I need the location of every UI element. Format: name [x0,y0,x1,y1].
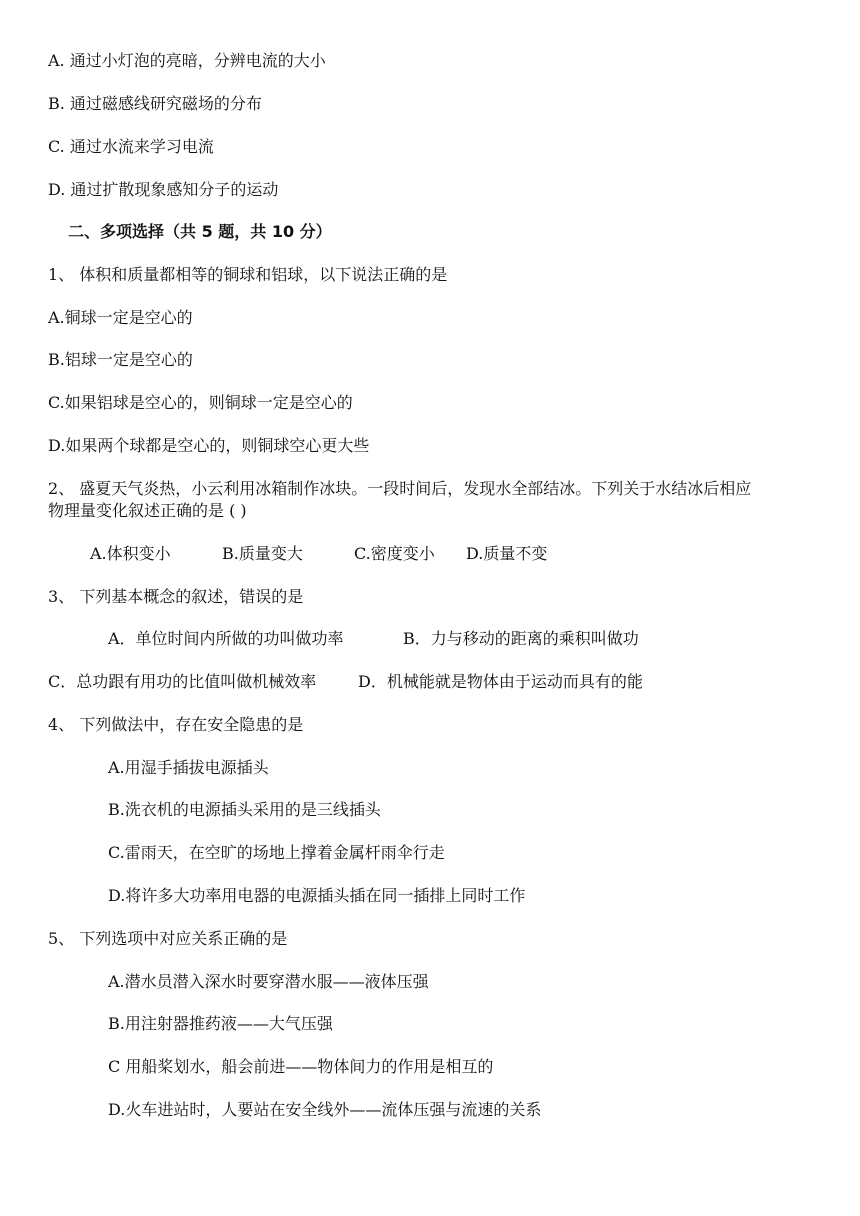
q5-option-c: C 用船桨划水，船会前进——物体间力的作用是相互的 [108,1057,494,1076]
prev-option-c: C. 通过水流来学习电流 [48,137,214,156]
section-heading: 二、多项选择（共 5 题，共 10 分） [68,222,332,241]
q2-stem-line2: 物理量变化叙述正确的是 ( ) [48,501,247,520]
q5-option-b: B.用注射器推药液——大气压强 [108,1014,333,1033]
q1-stem: 1、 体积和质量都相等的铜球和铝球，以下说法正确的是 [48,265,448,284]
q5-option-a: A.潜水员潜入深水时要穿潜水服——液体压强 [108,972,429,991]
q2-option-a: A.体积变小 [90,544,171,563]
q4-option-a: A.用湿手插拔电源插头 [108,758,269,777]
q2-stem-line1: 2、 盛夏天气炎热，小云利用冰箱制作冰块。一段时间后，发现水全部结冰。下列关于水结冰后相应 [48,479,752,498]
q5-option-d: D.火车进站时，人要站在安全线外——流体压强与流速的关系 [108,1100,542,1119]
q2-option-c: C.密度变小 [354,544,435,563]
q1-option-c: C.如果铝球是空心的，则铜球一定是空心的 [48,393,353,412]
q3-options-row-1 [108,629,639,649]
q4-option-c: C.雷雨天，在空旷的场地上撑着金属杆雨伞行走 [108,843,445,862]
q1-option-b: B.铝球一定是空心的 [48,350,193,369]
q3-stem: 3、 下列基本概念的叙述，错误的是 [48,587,304,606]
q2-option-b: B.质量变大 [222,544,303,563]
q3-option-b: B．力与移动的距离的乘积叫做功 [403,629,639,648]
q4-stem: 4、 下列做法中，存在安全隐患的是 [48,715,304,734]
q1-option-d: D.如果两个球都是空心的，则铜球空心更大些 [48,436,370,455]
prev-option-a: A. 通过小灯泡的亮暗，分辨电流的大小 [48,51,326,70]
q2-options-row [90,544,547,564]
q3-option-a: A．单位时间内所做的功叫做功率 [108,629,344,648]
q5-stem: 5、 下列选项中对应关系正确的是 [48,929,288,948]
q3-option-d: D．机械能就是物体由于运动而具有的能 [358,672,643,691]
prev-option-d: D. 通过扩散现象感知分子的运动 [48,180,279,199]
q4-option-d: D.将许多大功率用电器的电源插头插在同一插排上同时工作 [108,886,526,905]
q1-option-a: A.铜球一定是空心的 [48,308,193,327]
q2-option-d: D.质量不变 [466,544,548,563]
prev-option-b: B. 通过磁感线研究磁场的分布 [48,94,262,113]
q4-option-b: B.洗衣机的电源插头采用的是三线插头 [108,800,381,819]
q3-option-c: C．总功跟有用功的比值叫做机械效率 [48,672,317,691]
q3-options-row-2 [48,672,643,692]
